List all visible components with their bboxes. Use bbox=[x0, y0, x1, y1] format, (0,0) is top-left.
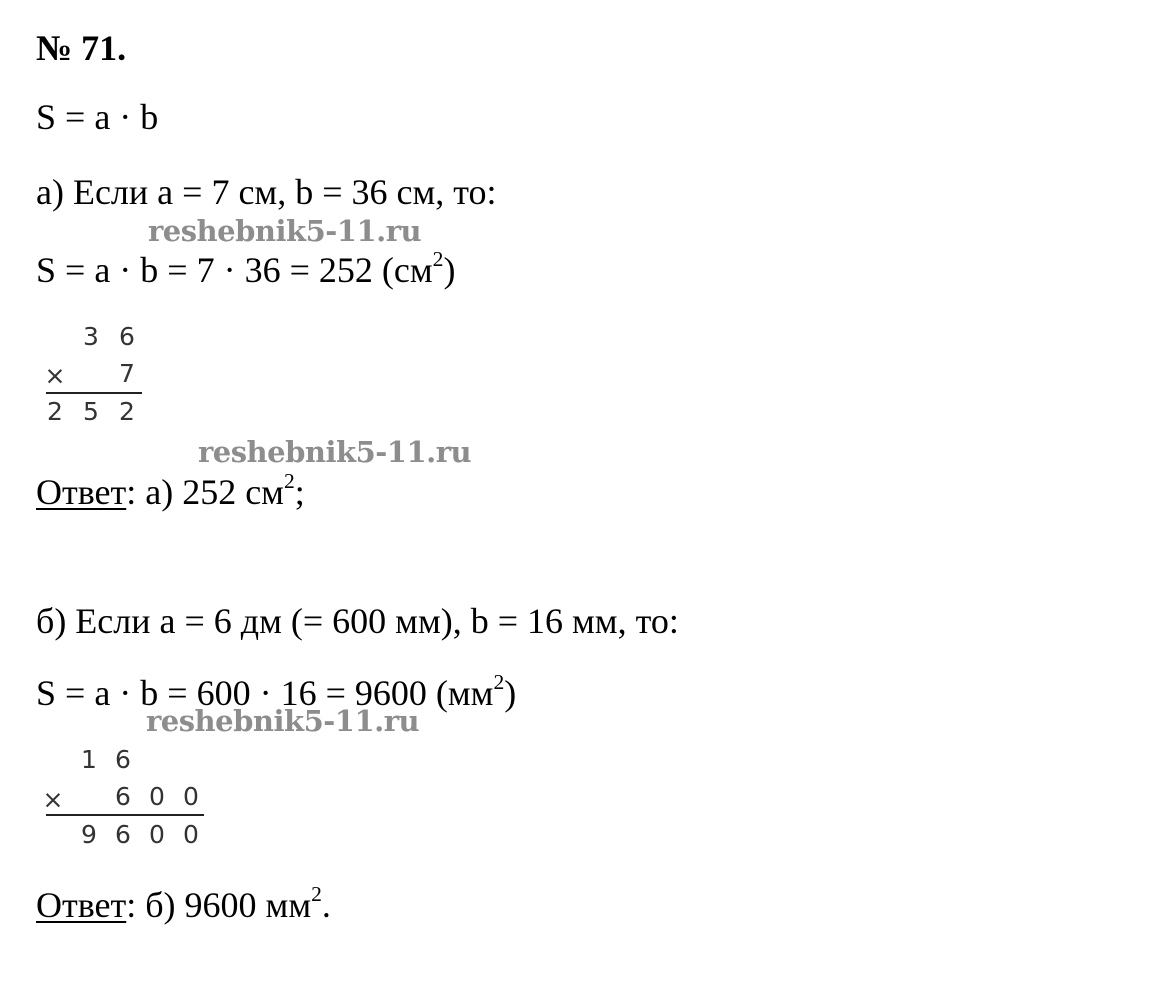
problem-title: № 71. bbox=[36, 28, 127, 68]
column-digit: 9 bbox=[81, 820, 97, 849]
answer-label: Ответ bbox=[36, 885, 127, 925]
part-b-condition: б) Если a = 6 дм (= 600 мм), b = 16 мм, то: bbox=[36, 601, 679, 641]
answer-text: : б) 9600 мм bbox=[126, 885, 312, 925]
column-rule bbox=[46, 814, 204, 816]
part-b-answer bbox=[36, 881, 331, 925]
column-digit: 2 bbox=[47, 397, 63, 426]
answer-exponent: 2 bbox=[311, 881, 322, 906]
part-b-calc-close: ) bbox=[504, 673, 517, 713]
part-a-answer bbox=[36, 468, 305, 512]
column-digit: 3 bbox=[83, 322, 99, 351]
watermark: reshebnik5-11.ru bbox=[148, 214, 422, 248]
answer-end: . bbox=[321, 885, 331, 925]
column-digit: 2 bbox=[119, 397, 135, 426]
times-sign: × bbox=[44, 361, 66, 390]
answer-text: : а) 252 см bbox=[126, 472, 284, 512]
part-b-calc-text: S = a · b = 600 · 16 = 9600 (мм bbox=[36, 673, 494, 713]
answer-exponent: 2 bbox=[283, 468, 295, 493]
part-a-calc-exponent: 2 bbox=[432, 246, 444, 271]
part-b-calc-exponent: 2 bbox=[493, 669, 505, 694]
column-digit: 0 bbox=[149, 782, 165, 811]
times-sign: × bbox=[42, 785, 64, 814]
column-digit: 0 bbox=[149, 820, 165, 849]
column-digit: 0 bbox=[183, 820, 199, 849]
column-digit: 6 bbox=[115, 820, 131, 849]
part-a-calc-text: S = a · b = 7 · 36 = 252 (см bbox=[36, 250, 433, 290]
column-digit: 6 bbox=[115, 782, 131, 811]
answer-end: ; bbox=[294, 472, 305, 512]
part-a-calculation bbox=[36, 246, 456, 290]
column-rule bbox=[46, 392, 142, 394]
watermark: reshebnik5-11.ru bbox=[198, 435, 472, 469]
part-a-calc-close: ) bbox=[443, 250, 456, 290]
column-digit: 6 bbox=[115, 745, 131, 774]
answer-label: Ответ bbox=[36, 472, 127, 512]
watermark: reshebnik5-11.ru bbox=[146, 704, 420, 738]
part-a-condition: а) Если a = 7 см, b = 36 см, то: bbox=[36, 172, 497, 212]
area-formula: S = a · b bbox=[36, 97, 159, 137]
column-digit: 0 bbox=[183, 782, 199, 811]
column-digit: 1 bbox=[81, 745, 97, 774]
column-digit: 6 bbox=[119, 322, 135, 351]
column-digit: 5 bbox=[83, 397, 99, 426]
column-digit: 7 bbox=[119, 359, 135, 388]
